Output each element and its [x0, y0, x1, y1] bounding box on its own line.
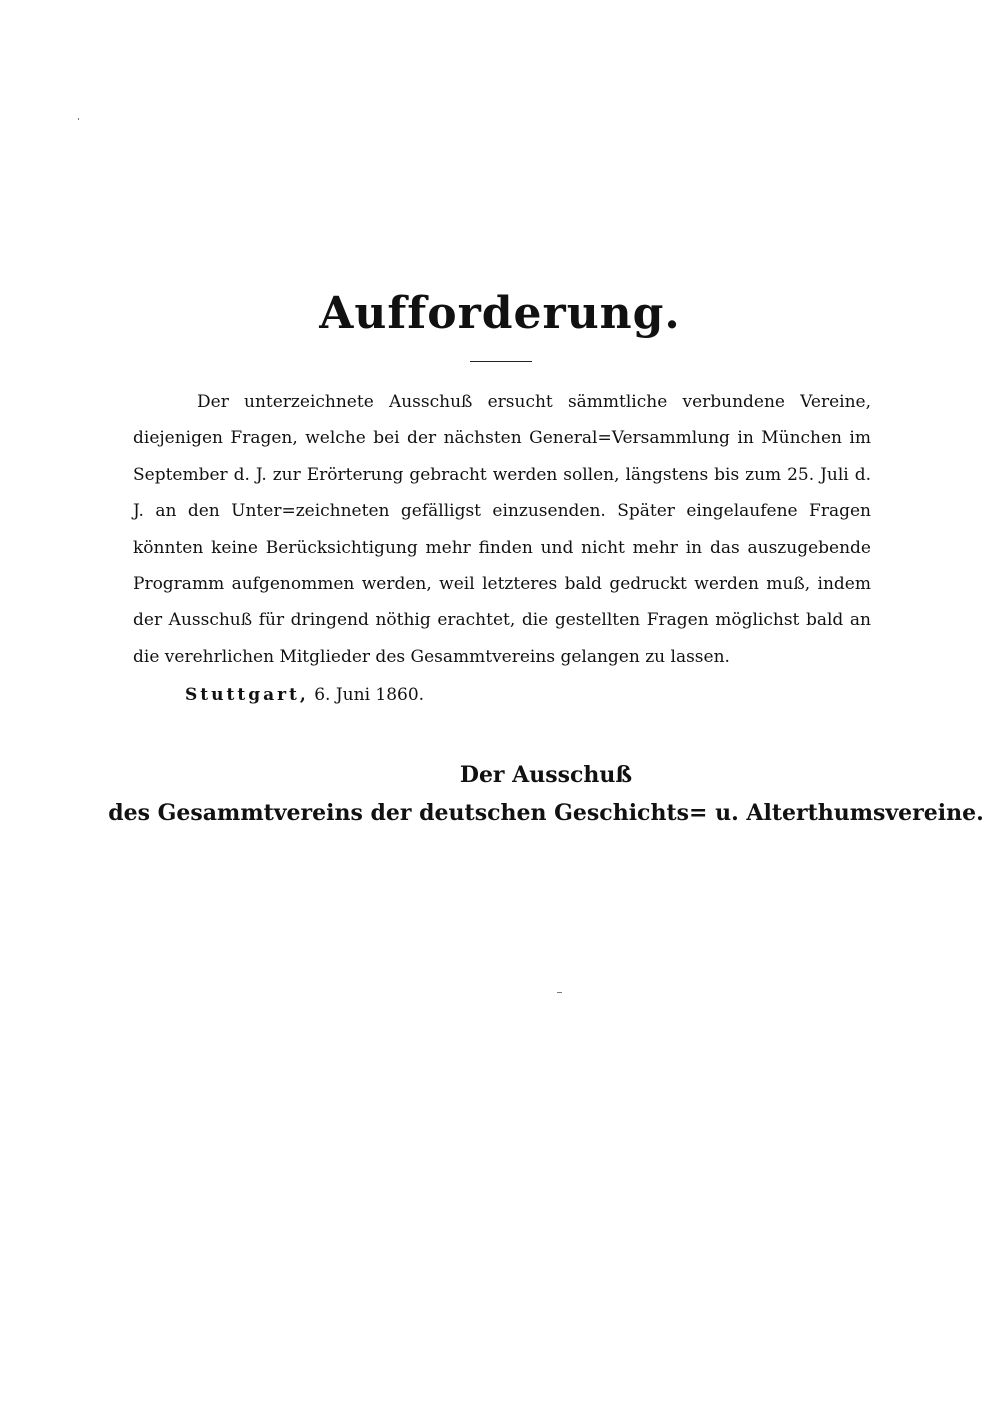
body-paragraph: Der unterzeichnete Ausschuß ersucht sämmtliche verbundene Vereine, diejenigen Fragen, welche bei der nächsten General=Versammlung in München im September d. J. zur Erörterung gebracht werden sollen, längstens bis zum 25. Juli d. J. an den Unter=zeichneten gefälligst einzusenden. Später eingelaufene Fragen könnten keine Berücksichtigung mehr finden und nicht mehr in das auszugebende Programm aufgenommen werden, weil letzteres bald gedruckt werden muß, indem der Ausschuß für dringend nöthig erachtet, die gestellten Fragen möglichst bald an die verehrlichen Mitglieder des Gesammtvereins gelangen zu lassen.: [133, 392, 871, 667]
scan-speck: [78, 118, 79, 120]
signature-committee: Der Ausschuß: [459, 762, 633, 788]
scan-speck: [557, 992, 562, 993]
date-text: 6. Juni 1860.: [314, 685, 425, 705]
signature-organization: des Gesammtvereins der deutschen Geschichts= u. Alterthumsvereine.: [108, 800, 984, 826]
document-title: Aufforderung.: [319, 288, 681, 339]
title-divider: [470, 361, 532, 362]
place-date-line: [185, 685, 424, 705]
place-name: Stuttgart,: [185, 685, 309, 705]
